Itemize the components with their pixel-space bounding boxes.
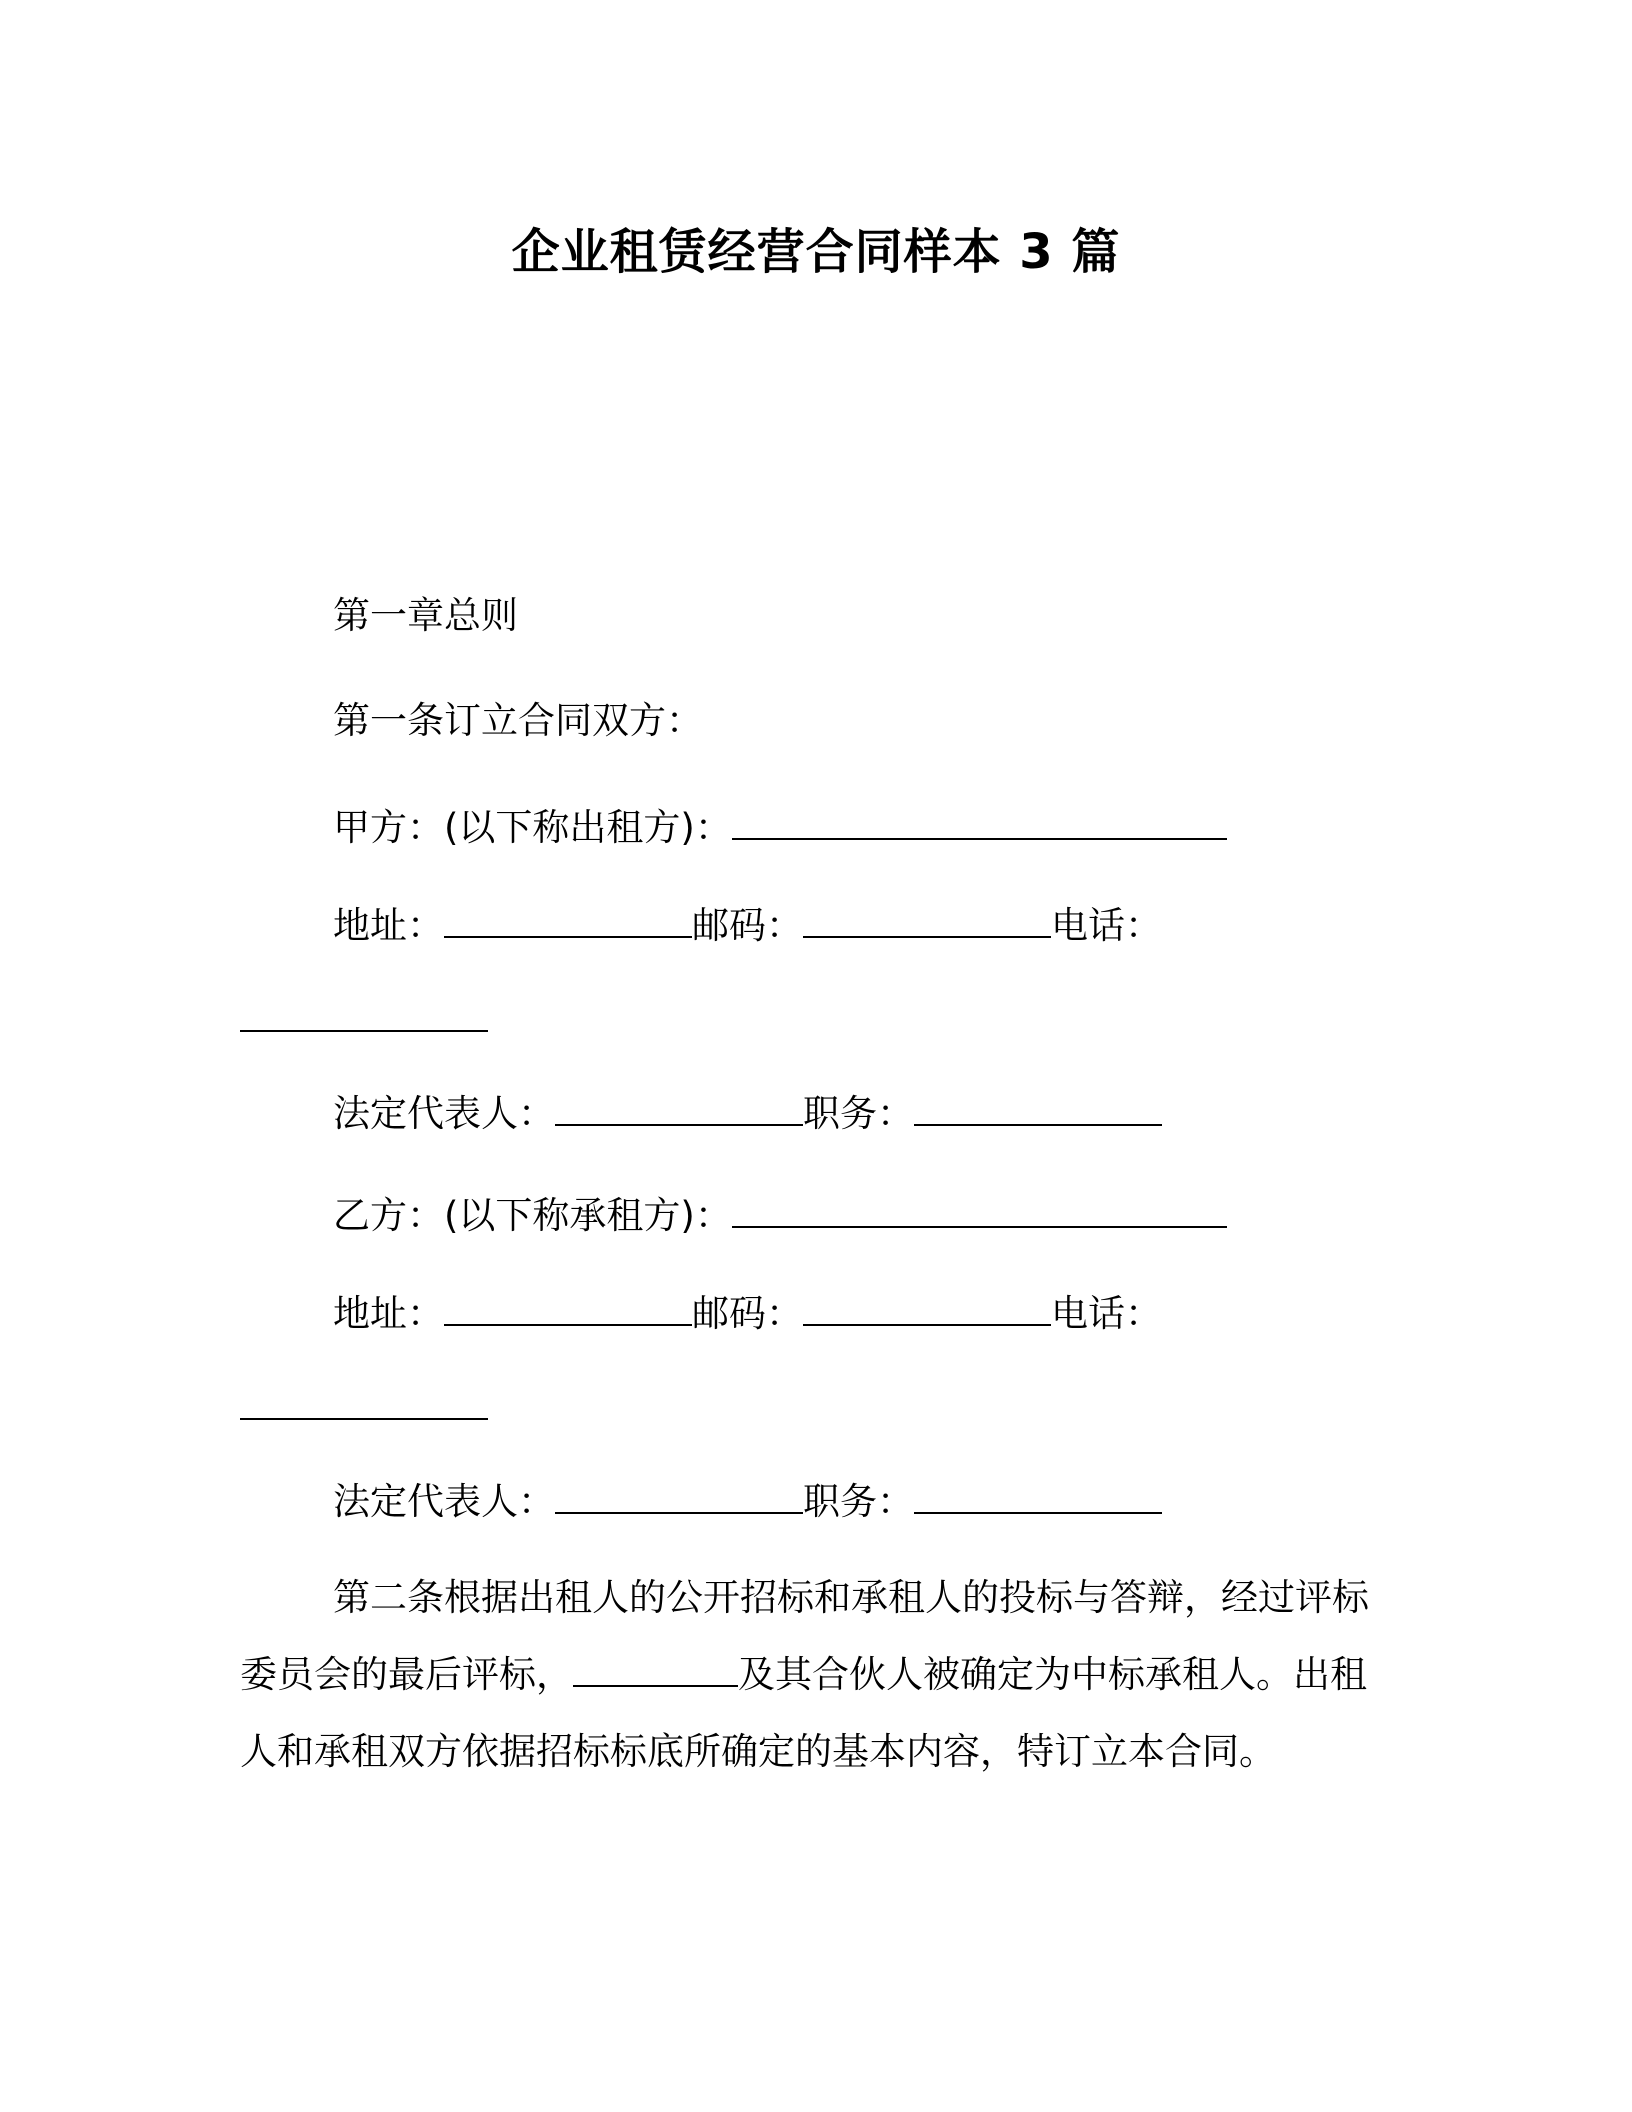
phone-label: 电话： [1051,904,1162,947]
party-a-contact-line [333,902,1162,950]
winning-bidder-blank [573,1655,738,1687]
position-blank [914,1094,1162,1126]
chapter-heading: 第一章总则 [333,594,518,637]
legal-rep-blank [555,1094,803,1126]
party-a-rep-line [333,1090,1162,1138]
article-2-text-after: 及其合伙人被确定为中标承租人。出租 [738,1653,1367,1696]
article-2-line-3: 人和承租双方依据招标标底所确定的基本内容，特订立本合同。 [240,1730,1276,1773]
address-blank [444,906,692,938]
party-a-phone-continuation [240,996,488,1044]
postcode-blank [803,906,1051,938]
legal-rep-blank [555,1482,803,1514]
postcode-label: 邮码： [692,904,803,947]
legal-rep-label: 法定代表人： [333,1092,555,1135]
party-b-label: 乙方：(以下称承租方)： [333,1194,732,1237]
party-b-phone-continuation [240,1384,488,1432]
legal-rep-label: 法定代表人： [333,1480,555,1523]
article-2-line-2 [240,1651,1367,1699]
address-blank [444,1294,692,1326]
postcode-label: 邮码： [692,1292,803,1335]
article-1-heading: 第一条订立合同双方： [333,699,703,742]
party-a-label: 甲方：(以下称出租方)： [333,806,732,849]
party-b-contact-line [333,1290,1162,1338]
party-a-blank [732,808,1227,840]
position-label: 职务： [803,1480,914,1523]
party-b-line [333,1192,1227,1240]
document-title: 企业租赁经营合同样本 3 篇 [511,224,1121,280]
position-blank [914,1482,1162,1514]
address-label: 地址： [333,904,444,947]
party-b-rep-line [333,1478,1162,1526]
phone-label: 电话： [1051,1292,1162,1335]
postcode-blank [803,1294,1051,1326]
party-a-line [333,804,1227,852]
position-label: 职务： [803,1092,914,1135]
article-2-text-before: 委员会的最后评标， [240,1653,573,1696]
phone-blank [240,1000,488,1032]
article-2-line-1: 第二条根据出租人的公开招标和承租人的投标与答辩，经过评标 [333,1576,1369,1619]
phone-blank [240,1388,488,1420]
address-label: 地址： [333,1292,444,1335]
party-b-blank [732,1196,1227,1228]
